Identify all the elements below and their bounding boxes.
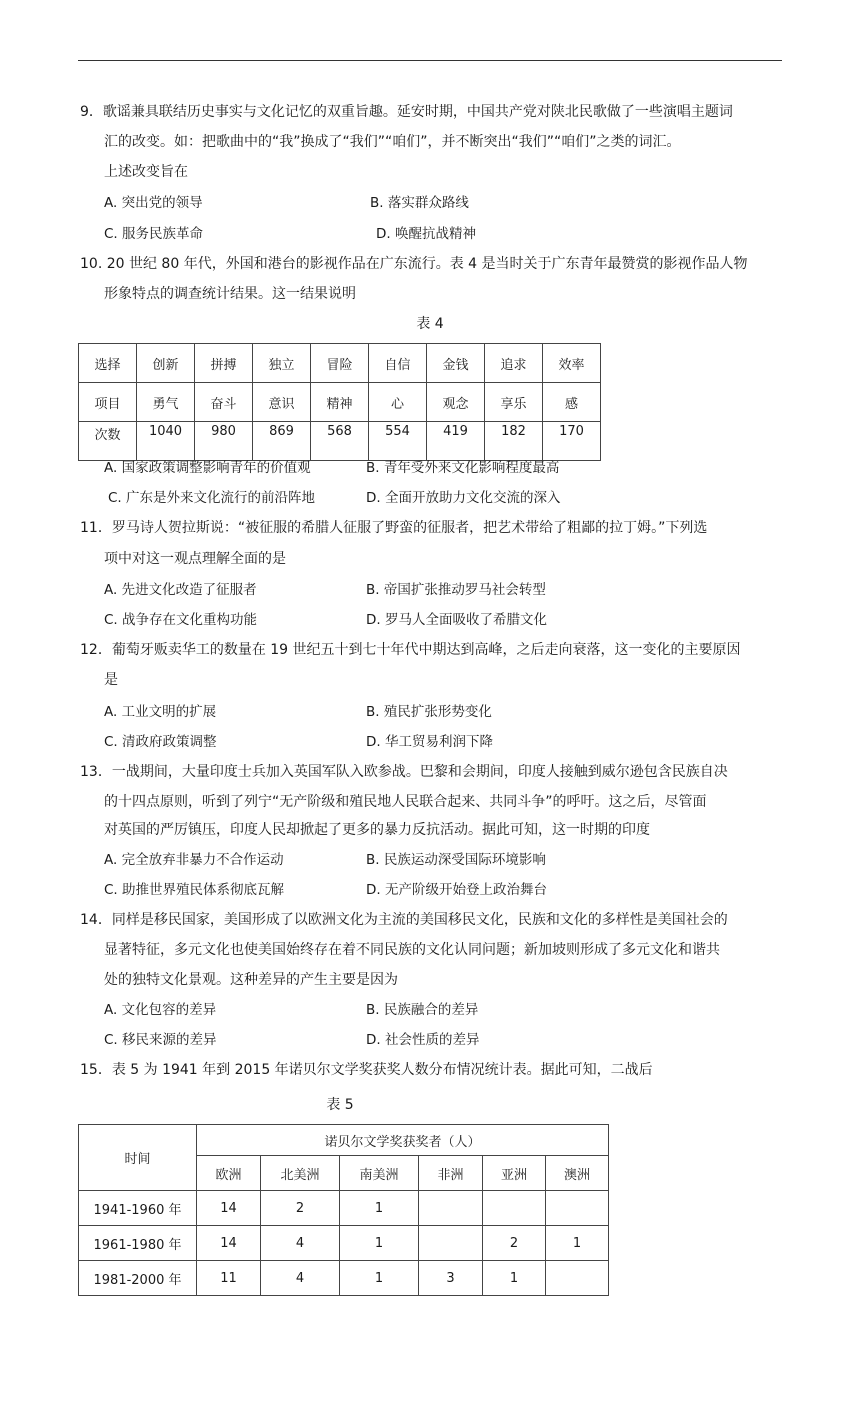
q14-option-d[interactable]: D. 社会性质的差异: [366, 1032, 480, 1048]
table-row: [79, 1226, 609, 1261]
q15-line-1: 15．表 5 为 1941 年到 2015 年诺贝尔文学奖获奖人数分布情况统计表。据此可知，二战后: [80, 1062, 653, 1078]
table-cell: 效率: [543, 344, 601, 383]
table-cell: 4: [261, 1261, 340, 1296]
table-cell: 项目: [79, 383, 137, 422]
q9-line-1: 9．歌谣兼具联结历史事实与文化记忆的双重旨趣。延安时期，中国共产党对陕北民歌做了一些演唱主题词: [80, 104, 733, 120]
q9-option-d[interactable]: D. 唤醒抗战精神: [376, 226, 476, 242]
table-cell: 1040: [137, 422, 195, 461]
q10-option-c[interactable]: C. 广东是外来文化流行的前沿阵地: [108, 490, 316, 506]
period-cell: 1941-1960 年: [79, 1191, 197, 1226]
table-cell: 3: [419, 1261, 483, 1296]
table-cell: 自信: [369, 344, 427, 383]
table-cell: 意识: [253, 383, 311, 422]
table-cell: 心: [369, 383, 427, 422]
q11-line-1: 11．罗马诗人贺拉斯说：“被征服的希腊人征服了野蛮的征服者，把艺术带给了粗鄙的拉丁姆。”下列选: [80, 520, 708, 536]
q14-line-1: 14．同样是移民国家，美国形成了以欧洲文化为主流的美国移民文化，民族和文化的多样性是美国社会的: [80, 912, 728, 928]
table-group-header: 诺贝尔文学奖获奖者（人）: [197, 1125, 609, 1156]
table-cell: [546, 1191, 609, 1226]
table-5: [78, 1124, 609, 1296]
table-cell: 奋斗: [195, 383, 253, 422]
q13-option-b[interactable]: B. 民族运动深受国际环境影响: [366, 852, 546, 868]
table-cell: 选择: [79, 344, 137, 383]
q11-line-2: 项中对这一观点理解全面的是: [104, 551, 286, 567]
q13-line-2: 的十四点原则，听到了列宁“无产阶级和殖民地人民联合起来、共同斗争”的呼吁。这之后，尽管面: [104, 794, 707, 810]
table-cell: 554: [369, 422, 427, 461]
q11-option-c[interactable]: C. 战争存在文化重构功能: [104, 612, 258, 628]
q11-option-d[interactable]: D. 罗马人全面吸收了希腊文化: [366, 612, 547, 628]
table-cell: 2: [261, 1191, 340, 1226]
q10-option-b[interactable]: B. 青年受外来文化影响程度最高: [366, 460, 560, 476]
table-5-caption: 表 5: [326, 1097, 354, 1113]
table-cell: 1: [483, 1261, 546, 1296]
q10-line-1: 10. 20 世纪 80 年代，外国和港台的影视作品在广东流行。表 4 是当时关于广东青年最赞赏的影视作品人物: [80, 256, 748, 272]
table-cell: 170: [543, 422, 601, 461]
column-header: 澳洲: [546, 1156, 609, 1191]
q12-line-2: 是: [104, 672, 118, 688]
q12-option-c[interactable]: C. 清政府政策调整: [104, 734, 217, 750]
column-header: 非洲: [419, 1156, 483, 1191]
header-rule: [78, 60, 782, 61]
table-cell: 182: [485, 422, 543, 461]
column-header: 北美洲: [261, 1156, 340, 1191]
q13-line-1: 13．一战期间，大量印度士兵加入英国军队入欧参战。巴黎和会期间，印度人接触到威尔逊包含民族自决: [80, 764, 728, 780]
table-row: [79, 1191, 609, 1226]
q12-line-1: 12．葡萄牙贩卖华工的数量在 19 世纪五十到七十年代中期达到高峰，之后走向衰落，这一变化的主要原因: [80, 642, 741, 658]
table-row: [79, 1261, 609, 1296]
period-cell: 1981-2000 年: [79, 1261, 197, 1296]
q9-option-b[interactable]: B. 落实群众路线: [370, 195, 469, 211]
table-cell: 次数: [79, 422, 137, 461]
q9-option-a[interactable]: A. 突出党的领导: [104, 195, 203, 211]
table-cell: 观念: [427, 383, 485, 422]
q12-option-b[interactable]: B. 殖民扩张形势变化: [366, 704, 492, 720]
table-cell: 4: [261, 1226, 340, 1261]
table-cell: 2: [483, 1226, 546, 1261]
table-cell: 1: [340, 1226, 419, 1261]
table-cell: 追求: [485, 344, 543, 383]
table-cell: 11: [197, 1261, 261, 1296]
table-cell: 精神: [311, 383, 369, 422]
table-cell: 勇气: [137, 383, 195, 422]
column-header: 亚洲: [483, 1156, 546, 1191]
table-cell: 568: [311, 422, 369, 461]
period-cell: 1961-1980 年: [79, 1226, 197, 1261]
table-cell: [546, 1261, 609, 1296]
q10-option-a[interactable]: A. 国家政策调整影响青年的价值观: [104, 460, 311, 476]
q14-option-c[interactable]: C. 移民来源的差异: [104, 1032, 217, 1048]
q11-option-a[interactable]: A. 先进文化改造了征服者: [104, 582, 257, 598]
table-cell: 冒险: [311, 344, 369, 383]
q9-line-2: 汇的改变。如：把歌曲中的“我”换成了“我们”“咱们”，并不断突出“我们”“咱们”之类的词汇。: [104, 134, 681, 150]
table-cell: 独立: [253, 344, 311, 383]
q13-option-d[interactable]: D. 无产阶级开始登上政治舞台: [366, 882, 547, 898]
table-cell: 拼搏: [195, 344, 253, 383]
table-cell: [419, 1226, 483, 1261]
column-header: 欧洲: [197, 1156, 261, 1191]
q14-line-2: 显著特征，多元文化也使美国始终存在着不同民族的文化认同问题；新加坡则形成了多元文化和谐共: [104, 942, 720, 958]
table-4-caption: 表 4: [416, 316, 444, 332]
q9-option-c[interactable]: C. 服务民族革命: [104, 226, 204, 242]
q13-option-c[interactable]: C. 助推世界殖民体系彻底瓦解: [104, 882, 285, 898]
table-cell: 1: [340, 1261, 419, 1296]
table-cell: 金钱: [427, 344, 485, 383]
q14-option-a[interactable]: A. 文化包容的差异: [104, 1002, 217, 1018]
table-cell: 14: [197, 1191, 261, 1226]
table-cell: 享乐: [485, 383, 543, 422]
table-cell: 1: [546, 1226, 609, 1261]
q14-line-3: 处的独特文化景观。这种差异的产生主要是因为: [104, 972, 398, 988]
table-cell: 创新: [137, 344, 195, 383]
table-cell: [483, 1191, 546, 1226]
column-header: 南美洲: [340, 1156, 419, 1191]
table-cell: 869: [253, 422, 311, 461]
q13-line-3: 对英国的严厉镇压，印度人民却掀起了更多的暴力反抗活动。据此可知，这一时期的印度: [104, 822, 650, 838]
table-cell: [419, 1191, 483, 1226]
table-cell: 感: [543, 383, 601, 422]
q11-option-b[interactable]: B. 帝国扩张推动罗马社会转型: [366, 582, 546, 598]
q12-option-d[interactable]: D. 华工贸易利润下降: [366, 734, 493, 750]
table-header-time: 时间: [79, 1125, 197, 1191]
q10-option-d[interactable]: D. 全面开放助力文化交流的深入: [366, 490, 561, 506]
table-cell: 419: [427, 422, 485, 461]
table-4: [78, 343, 601, 461]
q10-line-2: 形象特点的调查统计结果。这一结果说明: [104, 286, 356, 302]
q9-line-3: 上述改变旨在: [104, 164, 188, 180]
q14-option-b[interactable]: B. 民族融合的差异: [366, 1002, 479, 1018]
table-cell: 1: [340, 1191, 419, 1226]
q12-option-a[interactable]: A. 工业文明的扩展: [104, 704, 217, 720]
table-cell: 980: [195, 422, 253, 461]
q13-option-a[interactable]: A. 完全放弃非暴力不合作运动: [104, 852, 284, 868]
table-cell: 14: [197, 1226, 261, 1261]
